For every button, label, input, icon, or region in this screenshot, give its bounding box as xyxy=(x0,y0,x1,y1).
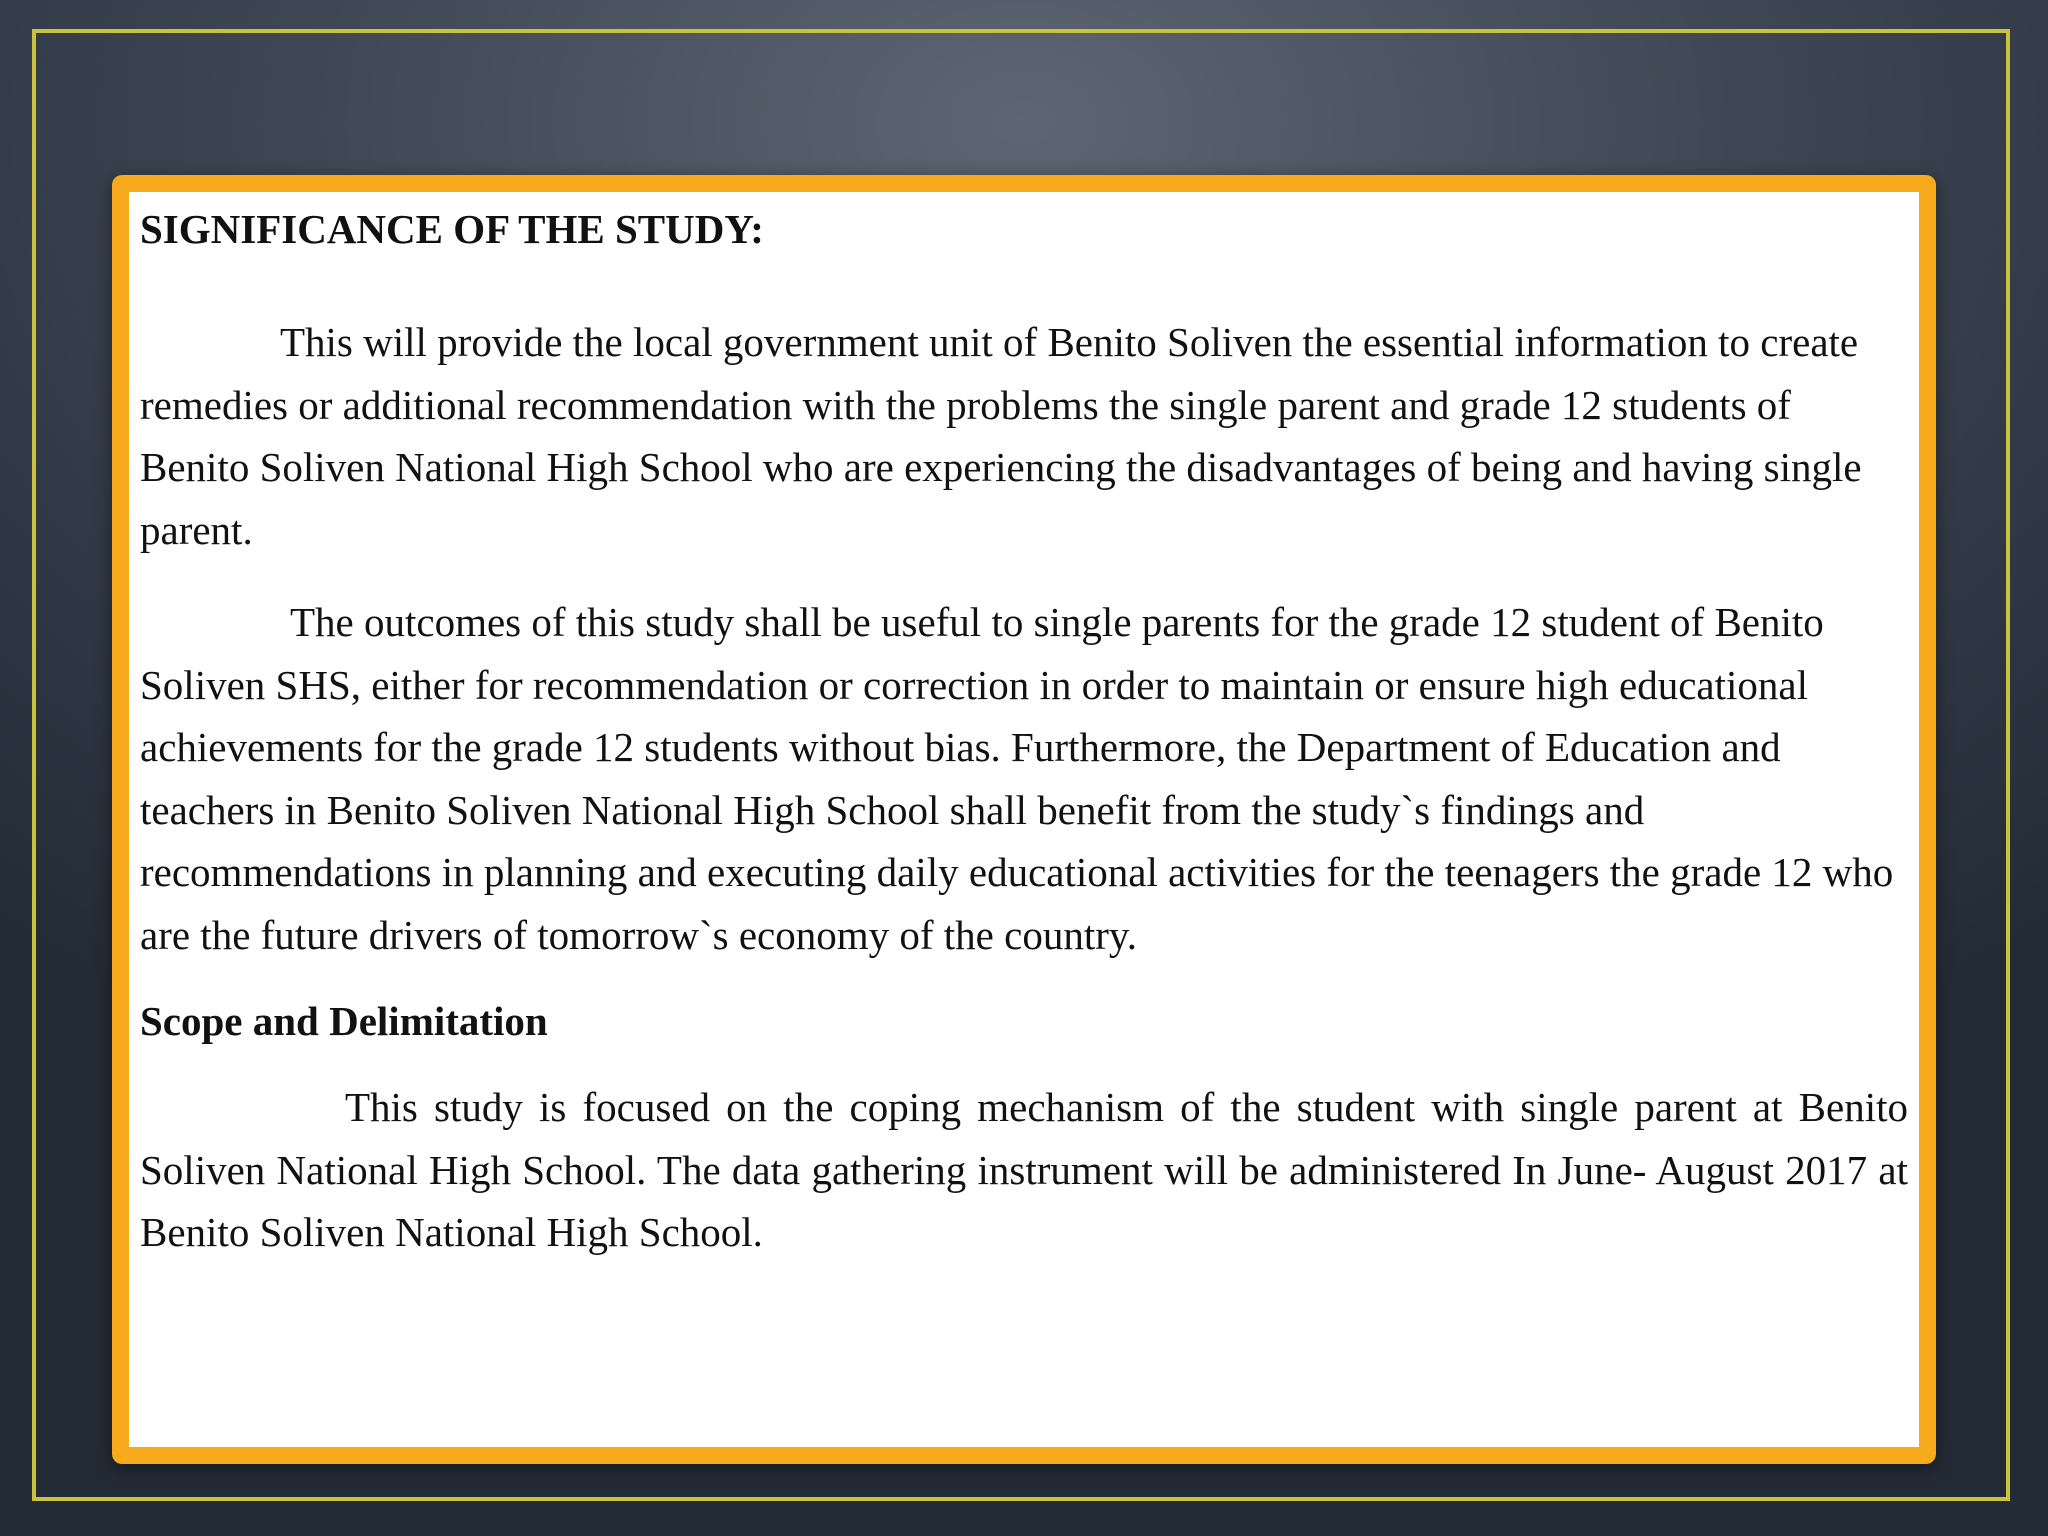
significance-paragraph-2: The outcomes of this study shall be useful to single parents for the grade 12 student of Benito Soliven SHS, either for recommendation or correction in order to maintain or ensure high educational achievements for the grade 12 students without bias. Furthermore, the Department of Education and teachers in Benito Soliven National High School shall benefit from the study`s findings and recommendations in planning and executing daily educational activities for the teenagers the grade 12 who are the future drivers of tomorrow`s economy of the country. xyxy=(140,599,1894,958)
scope-paragraph: This study is focused on the coping mechanism of the student with single parent at Benito Soliven National High School. The data gathering instrument will be administered In June- August 2017 at Benito Soliven National High School. xyxy=(140,1084,1908,1255)
significance-heading: SIGNIFICANCE OF THE STUDY: xyxy=(140,206,764,252)
slide-content xyxy=(140,200,1910,1264)
significance-paragraph-1: This will provide the local government unit of Benito Soliven the essential information to create remedies or additional recommendation with the problems the single parent and grade 12 students of Benito Soliven National High School who are experiencing the disadvantages of being and having single parent. xyxy=(140,319,1862,553)
scope-heading: Scope and Delimitation xyxy=(140,998,548,1044)
